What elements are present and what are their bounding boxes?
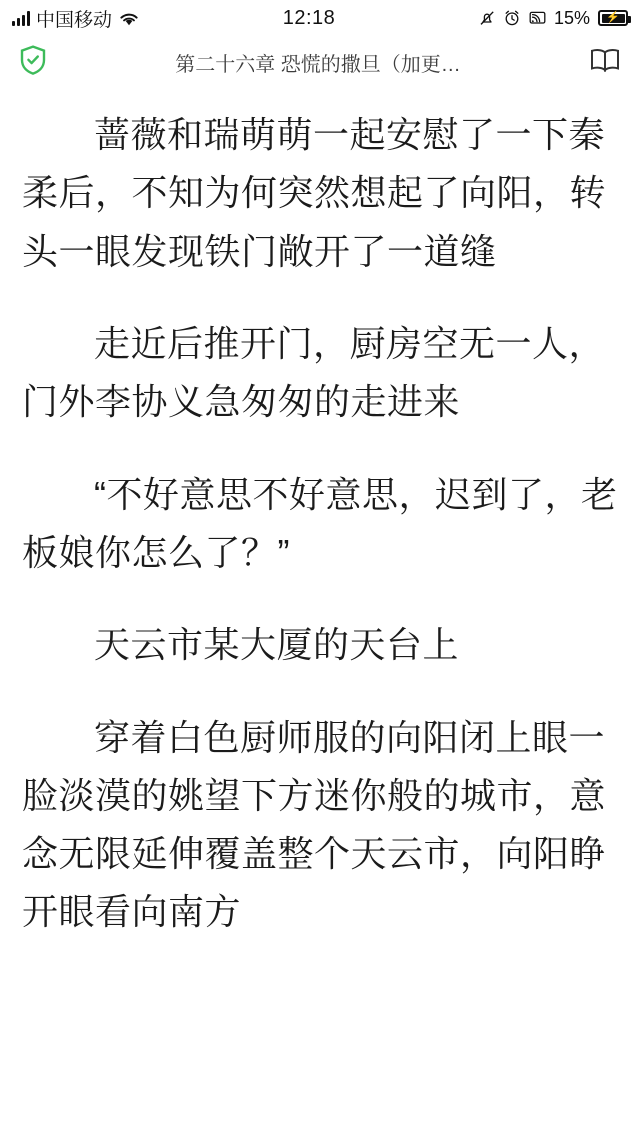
battery-percent-label: 15%: [553, 7, 591, 28]
carrier-label: 中国移动: [36, 9, 113, 31]
reader-header-bar: [0, 36, 640, 88]
status-bar-left: [12, 5, 283, 32]
reader-content[interactable]: [0, 88, 640, 1138]
reader-paragraph: 蔷薇和瑞萌萌一起安慰了一下秦柔后，不知为何突然想起了向阳，转头一眼发现铁门敞开了一道缝: [22, 114, 607, 272]
reader-paragraph: 穿着白色厨师服的向阳闭上眼一脸淡漠的姚望下方迷你般的城市，意念无限延伸覆盖整个天云市，向阳睁开眼看向南方: [22, 716, 607, 933]
signal-bars-icon: [12, 10, 30, 26]
status-bar-right: [335, 8, 628, 29]
reader-paragraph: 走近后推开门，厨房空无一人，门外李协义急匆匆的走进来: [22, 322, 606, 423]
status-bar-clock: 12:18: [282, 6, 336, 29]
mute-bell-icon: [478, 9, 496, 27]
status-bar: [0, 0, 640, 36]
shield-icon[interactable]: [18, 44, 48, 81]
wifi-icon: [118, 10, 140, 27]
reader-paragraph: “不好意思不好意思，迟到了，老板娘你怎么了？”: [22, 473, 618, 573]
reader-paragraph: 天云市某大厦的天台上: [94, 624, 460, 666]
book-open-icon[interactable]: [588, 46, 622, 79]
chapter-title: 第二十六章 恐慌的撒旦（加更…: [175, 53, 461, 76]
screen-cast-icon: [528, 9, 547, 27]
battery-charging-icon: ⚡: [598, 10, 628, 26]
alarm-clock-icon: [503, 9, 521, 27]
